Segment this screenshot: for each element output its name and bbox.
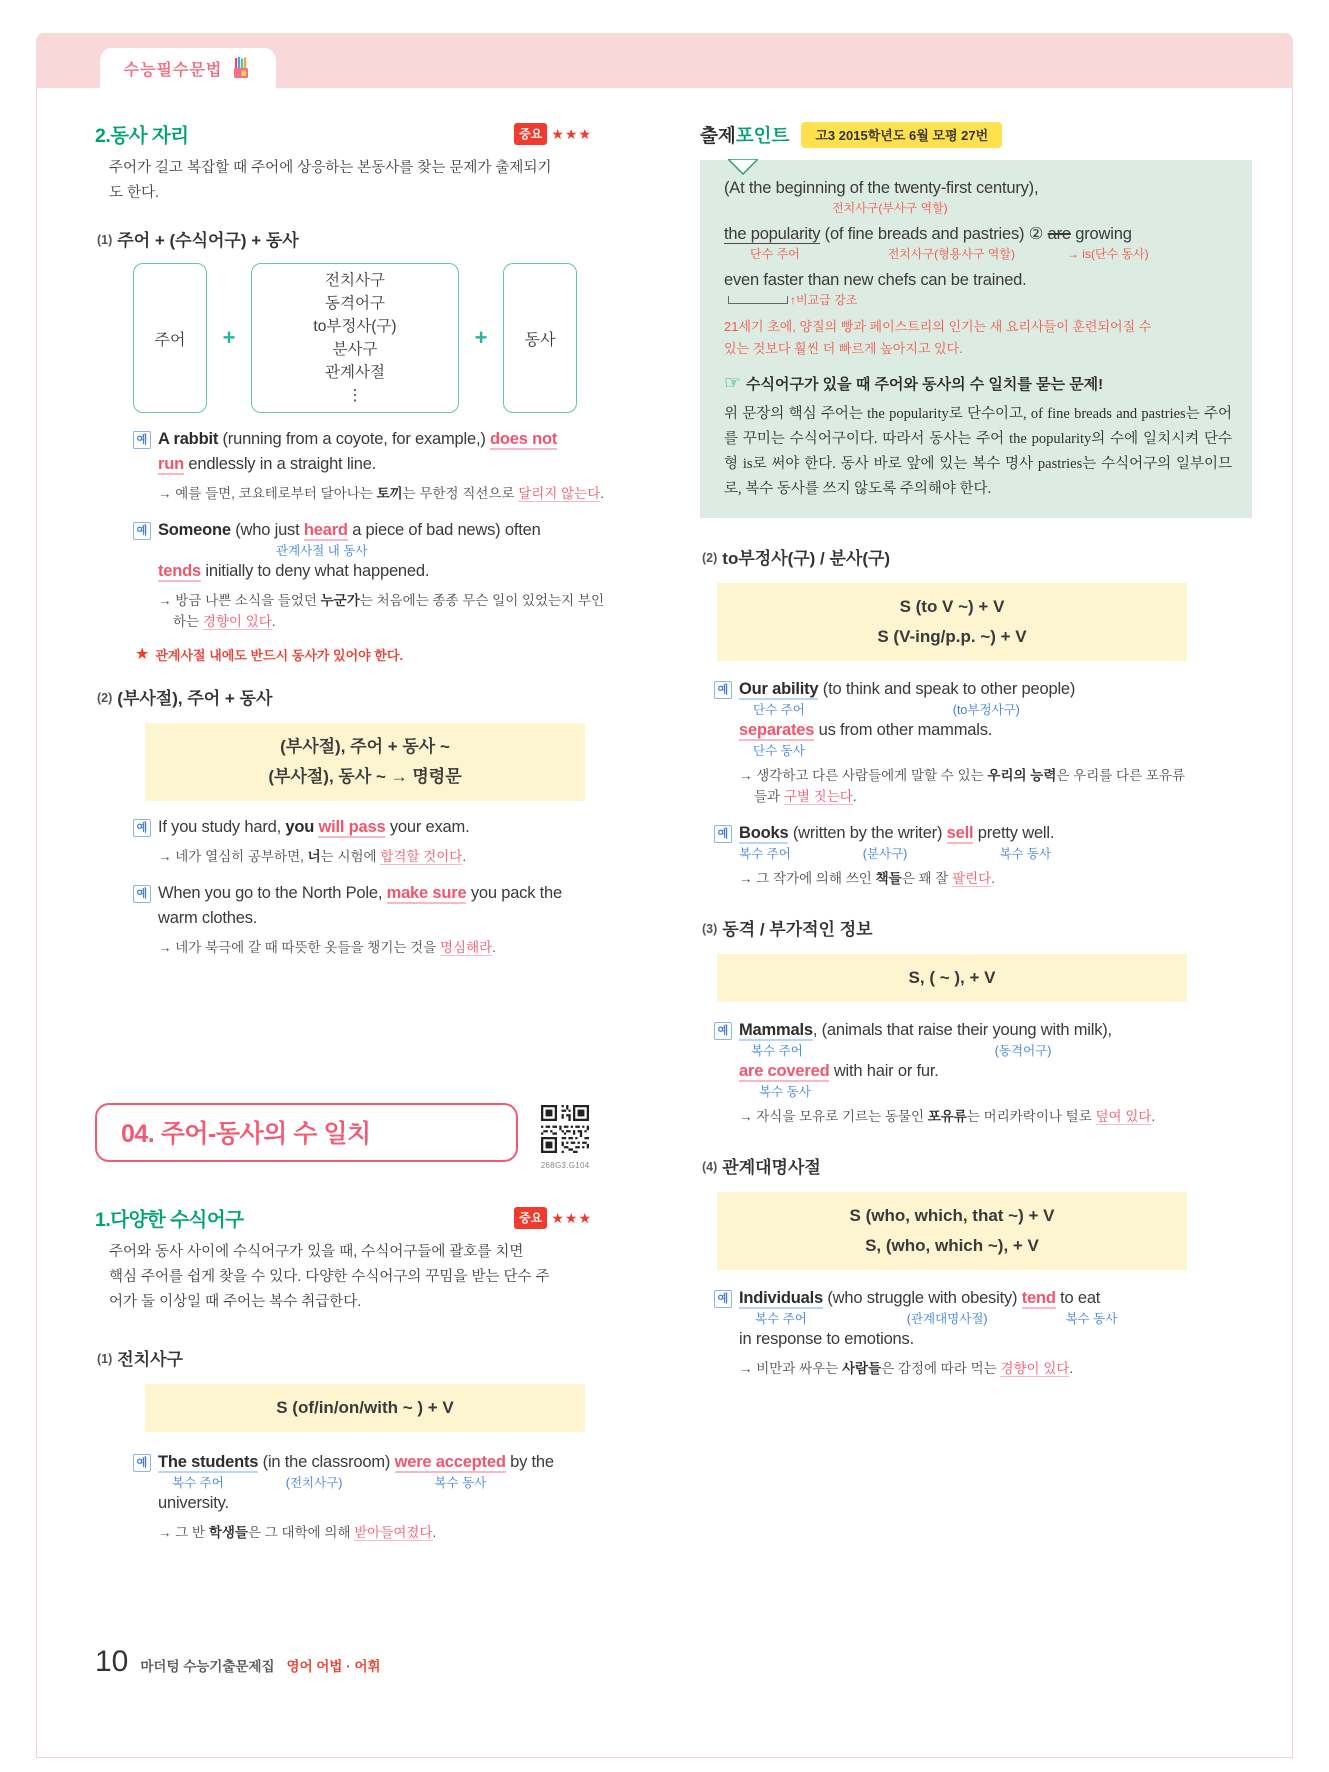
- exam-analysis-box: (At the beginning of the twenty-first century), 전치사구(부사구 역할) the popularity (of fine breads and pastries) ② are growing 단수 주어 전치사구(형용사구 역할) → is(단수 동사) even faster than new chefs can be trained. ↑비교급 강조 21세기 초에, 양질의 빵과 페이스트리의 인기는 새 요리사들이 훈련되어질 수 있는 것보다 훨씬 더 빠르게 높아지고 있다. ☞ 수식어구가 있을 때 주어와 동사의 수 일치를 묻는 문제! 위 문장의 핵심 주어는 the popularity로 단수이고, of fine breads and pastries는 주어를 꾸미는 수식어구이다. 따라서 동사는 주어 the popularity의 수에 일치시켜 단수형 is로 써야 한다. 동사 바로 앞에 있는 복수 명사 pastries는 수식어구의 일부이므로, 복수 동사를 쓰지 않도록 주의해야 한다.: [700, 160, 1252, 518]
- unit-title-box: 04. 주어-동사의 수 일치: [95, 1103, 518, 1162]
- section-2-intro: 주어가 길고 복잡할 때 주어에 상응하는 본동사를 찾는 문제가 출제되기 도 한다.: [109, 160, 552, 201]
- example-individuals: 예 Individuals (who struggle with obesity) tend to eat 복수 주어 (관계대명사절) 복수 동사 in response to emotions. → 비만과 싸우는 사람들은 감정에 따라 먹는 경향이 있다.: [714, 1286, 1252, 1379]
- left-column: [95, 0, 605, 1543]
- importance-badge-group: [514, 1207, 592, 1229]
- book-subject: 영어 어법 · 어휘: [286, 1659, 381, 1674]
- importance-badge-group: [514, 123, 592, 145]
- section-2-header: [95, 120, 592, 148]
- page-footer: [95, 1645, 381, 1679]
- plus-icon: +: [222, 325, 236, 350]
- example-students: 예 The students (in the classroom) were accepted by the 복수 주어 (전치사구) 복수 동사 university. → 그 반 학생들은 그 대학에 의해 받아들여졌다.: [133, 1450, 592, 1543]
- subheading-relative-clause: (4) 관계대명사절: [702, 1158, 821, 1177]
- section-1-header: [95, 1204, 592, 1232]
- subheading-subject-modifier-verb: (1) 주어 + (수식어구) + 동사: [97, 231, 299, 250]
- importance-stars: ★★★: [551, 1209, 592, 1226]
- subheading-to-infinitive: (2) to부정사(구) / 분사(구): [702, 549, 891, 568]
- example-badge: 예: [714, 1290, 732, 1308]
- plus-icon: +: [474, 325, 488, 350]
- right-column: [700, 0, 1252, 1379]
- speech-notch: [728, 159, 758, 175]
- example-badge: 예: [133, 1454, 151, 1472]
- chapter-tab-label: 수능필수문법: [123, 61, 223, 79]
- formula-box-infinitive: S (to V ~) + V S (V-ing/p.p. ~) + V: [717, 583, 1187, 661]
- unit-title-row: [95, 1103, 592, 1170]
- section-1-intro: 주어와 동사 사이에 수식어구가 있을 때, 수식어구들에 괄호를 치면 핵심 주어를 쉽게 찾을 수 있다. 다양한 수식어구의 꾸밈을 받는 단수 주 어가 둘 이상일 때 주어는 복수 취급한다.: [109, 1244, 550, 1310]
- importance-badge: 중요: [514, 1207, 547, 1229]
- example-if-study: 예 If you study hard, you will pass your exam. → 네가 열심히 공부하면, 너는 시험에 합격할 것이다.: [133, 815, 592, 867]
- formula-box-adverbial: (부사절), 주어 + 동사 ~ (부사절), 동사 ~ → 명령문: [145, 723, 585, 801]
- example-our-ability: 예 Our ability (to think and speak to other people) 단수 주어 (to부정사구) separates us from other mammals. 단수 동사 → 생각하고 다른 사람들에게 말할 수 있는 우리의 능력은 우리를 다른 포유류 들과 구별 짓는다.: [714, 677, 1252, 807]
- page-number: 10: [95, 1645, 129, 1678]
- star-icon: ★: [135, 646, 150, 663]
- exam-source-badge: 고3 2015학년도 6월 모평 27번: [801, 122, 1002, 148]
- formula-box-apposition: S, ( ~ ), + V: [717, 954, 1187, 1002]
- example-someone: 예 Someone (who just heard a piece of bad news) often 관계사절 내 동사 tends initially to deny what happened. → 방금 나쁜 소식을 들었던 누군가는 처음에는 종종 무슨 일이 있었는지 부인 하는 경향이 있다.: [133, 518, 592, 632]
- qr-code: [538, 1105, 592, 1170]
- example-badge: 예: [714, 681, 732, 699]
- importance-stars: ★★★: [551, 125, 592, 142]
- subheading-adverbial-clause: (2) (부사절), 주어 + 동사: [97, 689, 273, 708]
- structure-diagram: [133, 263, 592, 413]
- example-mammals: 예 Mammals, (animals that raise their young with milk), 복수 주어 (동격어구) are covered with hair or fur. 복수 동사 → 자식을 모유로 기르는 동물인 포유류는 머리카락이나 털로 덮여 있다.: [714, 1018, 1252, 1127]
- section-1-title: 1.다양한 수식어구: [95, 1209, 244, 1231]
- example-badge: 예: [133, 431, 151, 449]
- exam-point-header: [700, 122, 1252, 148]
- example-badge: 예: [714, 825, 732, 843]
- example-north-pole: 예 When you go to the North Pole, make sure you pack the warm clothes. → 네가 북극에 갈 때 따뜻한 옷들을 챙기는 것을 명심해라.: [133, 881, 592, 958]
- importance-badge: 중요: [514, 123, 547, 145]
- exam-point-title: 출제포인트: [700, 125, 790, 146]
- section-2-title: 2.동사 자리: [95, 125, 189, 147]
- example-badge: 예: [133, 885, 151, 903]
- example-badge: 예: [714, 1022, 732, 1040]
- formula-box-prepositional: S (of/in/on/with ~ ) + V: [145, 1384, 585, 1432]
- diagram-verb-box: 동사: [503, 263, 577, 413]
- qr-caption: 268G3.G104: [540, 1161, 590, 1170]
- book-title: 마더텅 수능기출문제집: [140, 1659, 275, 1674]
- subheading-apposition: (3) 동격 / 부가적인 정보: [702, 920, 873, 939]
- diagram-modifier-box: 전치사구 동격어구 to부정사(구) 분사구 관계사절 ⋮: [251, 263, 459, 413]
- example-badge: 예: [133, 819, 151, 837]
- example-books: 예 Books (written by the writer) sell pretty well. 복수 주어 (분사구) 복수 동사 → 그 작가에 의해 쓰인 책들은 꽤 잘 팔린다.: [714, 821, 1252, 889]
- subheading-prepositional-phrase: (1) 전치사구: [97, 1350, 183, 1369]
- diagram-subject-box: 주어: [133, 263, 207, 413]
- formula-box-relative: S (who, which, that ~) + V S, (who, which ~), + V: [717, 1192, 1187, 1270]
- important-note: [135, 644, 592, 664]
- example-rabbit: 예 A rabbit (running from a coyote, for example,) does not run endlessly in a straight line. → 예를 들면, 코요테로부터 달아나는 토끼는 무한정 직선으로 달리지 않는다.: [133, 427, 592, 504]
- qr-code-image: [541, 1105, 589, 1153]
- example-badge: 예: [133, 522, 151, 540]
- note-text: 관계사절 내에도 반드시 동사가 있어야 한다.: [155, 647, 404, 663]
